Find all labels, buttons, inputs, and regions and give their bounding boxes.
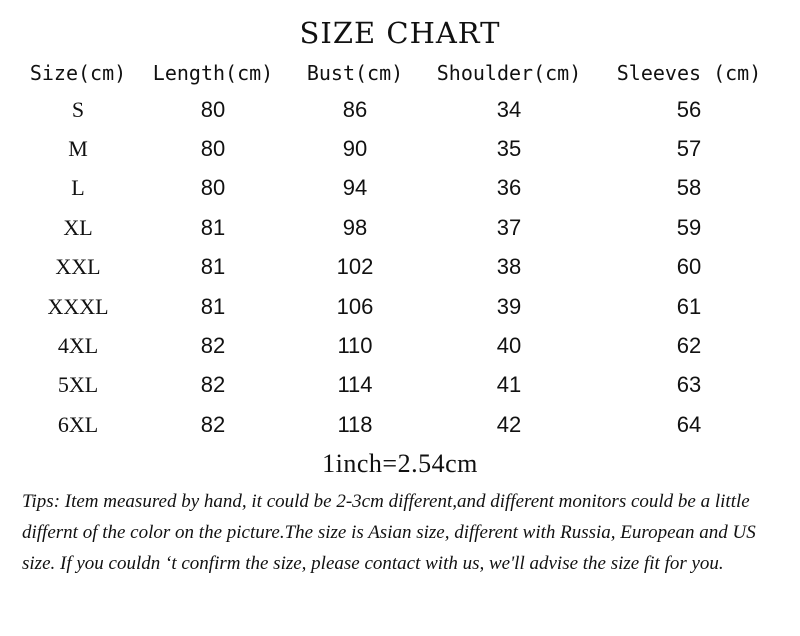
length-cell: 81	[200, 254, 226, 280]
bust-cell: 94	[342, 175, 368, 201]
length-cell: 81	[200, 293, 226, 319]
bust-cell: 86	[342, 96, 368, 122]
bust-cell: 110	[337, 333, 373, 359]
shoulder-cell: 35	[496, 136, 522, 162]
column-header-shoulder: Shoulder(cm)	[436, 61, 582, 85]
page-title: SIZE CHART	[299, 16, 501, 50]
sleeves-cell: 57	[676, 136, 702, 162]
tips-paragraph: Tips: Item measured by hand, it could be 2-3cm different,and different monitors could be a little differnt of the color on the picture.The size is Asian size, different with Russia, European and US size. If you couldn ‘t confirm the size, please contact with us, we'll advise the size fit for you.	[22, 491, 756, 574]
bust-cell: 114	[337, 372, 373, 398]
length-cell: 80	[200, 136, 226, 162]
size-cell: L	[71, 175, 85, 201]
sleeves-cell: 62	[676, 333, 702, 359]
table-row	[20, 129, 780, 168]
size-cell: M	[68, 136, 88, 162]
inch-conversion-note: 1inch=2.54cm	[322, 449, 478, 478]
bust-cell: 118	[337, 411, 373, 437]
length-cell: 80	[200, 175, 226, 201]
size-cell: 4XL	[57, 333, 99, 359]
size-cell: XXXL	[47, 293, 109, 319]
bust-cell: 106	[336, 293, 374, 319]
shoulder-cell: 40	[496, 333, 522, 359]
bust-cell: 90	[342, 136, 368, 162]
column-header-size: Size(cm)	[29, 61, 127, 85]
shoulder-cell: 34	[496, 96, 522, 122]
length-cell: 82	[200, 372, 226, 398]
length-cell: 82	[200, 333, 226, 359]
column-header-sleeves: Sleeves (cm)	[616, 61, 762, 85]
bust-cell: 102	[336, 254, 374, 280]
sleeves-cell: 61	[676, 293, 702, 319]
table-row	[20, 169, 780, 208]
sleeves-cell: 59	[676, 214, 702, 240]
size-cell: 5XL	[57, 372, 99, 398]
column-header-length: Length(cm)	[152, 61, 274, 85]
shoulder-cell: 36	[496, 175, 522, 201]
table-row	[20, 326, 780, 365]
table-row	[20, 405, 780, 444]
sleeves-cell: 60	[676, 254, 702, 280]
shoulder-cell: 38	[496, 254, 522, 280]
size-cell: XXL	[55, 254, 101, 280]
length-cell: 80	[200, 96, 226, 122]
size-table	[20, 56, 780, 445]
sleeves-cell: 56	[676, 96, 702, 122]
table-row	[20, 90, 780, 129]
shoulder-cell: 41	[496, 372, 522, 398]
sleeves-cell: 63	[676, 372, 702, 398]
table-row	[20, 208, 780, 247]
table-row	[20, 366, 780, 405]
table-row	[20, 287, 780, 326]
shoulder-cell: 37	[496, 214, 522, 240]
table-header-row	[20, 56, 780, 90]
length-cell: 81	[200, 214, 226, 240]
sleeves-cell: 64	[676, 411, 702, 437]
sleeves-cell: 58	[676, 175, 702, 201]
bust-cell: 98	[342, 214, 368, 240]
length-cell: 82	[200, 411, 226, 437]
size-cell: 6XL	[57, 411, 99, 437]
shoulder-cell: 42	[496, 411, 522, 437]
size-cell: XL	[63, 214, 93, 240]
table-row	[20, 248, 780, 287]
shoulder-cell: 39	[496, 293, 522, 319]
size-cell: S	[71, 96, 85, 122]
column-header-bust: Bust(cm)	[306, 61, 404, 85]
